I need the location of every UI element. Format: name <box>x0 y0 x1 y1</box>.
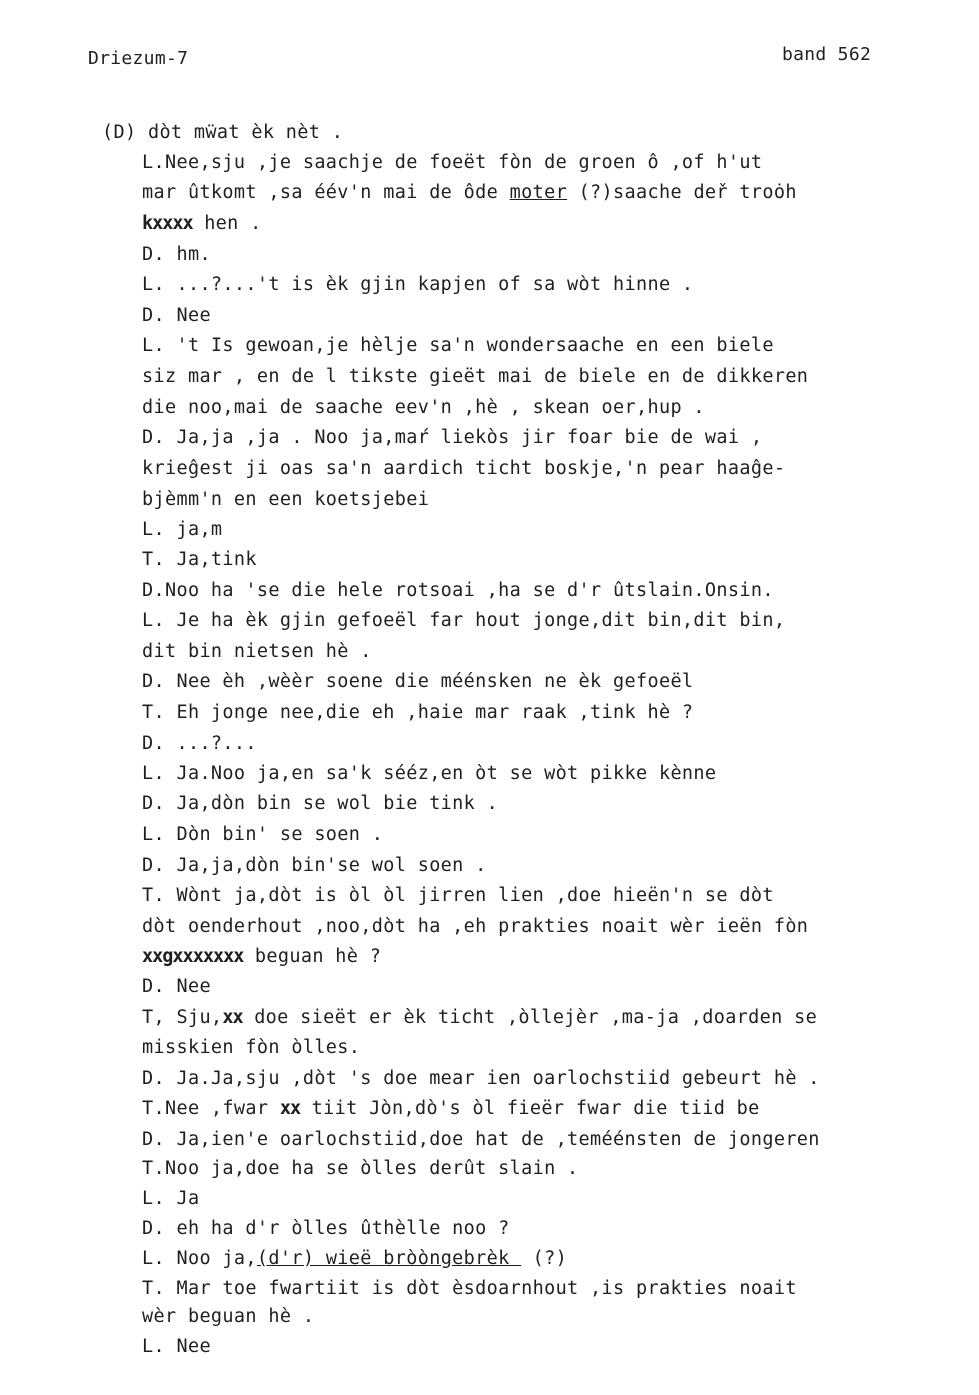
transcript-line: D. Ja,ja,dòn bin'se wol soen . <box>142 855 487 876</box>
line-text: (?)saache deř troȯh <box>567 182 797 203</box>
struck-out-text: kxxxx <box>142 213 193 234</box>
line-text: mar ûtkomt ,sa éév'n mai de ôde <box>142 182 510 203</box>
transcript-line: D. Ja,ien'e oarlochstiid,doe hat de ,teméénsten de jongeren <box>142 1129 820 1150</box>
transcript-line: D.Noo ha 'se die hele rotsoai ,ha se d'r ûtslain.Onsin. <box>142 580 774 601</box>
transcript-line: dit bin nietsen hè . <box>142 641 372 662</box>
transcript-line: krieĝest ji oas sa'n aardich ticht boskje,'n pear haaĝe- <box>142 458 786 479</box>
line-text: hen . <box>192 213 262 234</box>
transcript-line: misskien fòn òlles. <box>142 1037 361 1058</box>
line-text: (?) <box>521 1248 568 1269</box>
transcript-line: D. eh ha d'r òlles ûthèlle noo ? <box>142 1218 510 1239</box>
document-id: Driezum-7 <box>88 48 189 69</box>
transcript-line: L. ja,m <box>142 519 223 540</box>
transcript-line: D. Ja,dòn bin se wol bie tink . <box>142 793 499 814</box>
transcript-line <box>142 946 381 968</box>
struck-out-text: xxgxxxxxxx <box>142 946 244 967</box>
transcript-line: D. ...?... <box>142 733 257 754</box>
transcript-line: L. Ja.Noo ja,en sa'k sééz,en òt se wòt pikke kènne <box>142 763 717 784</box>
line-text: T, Sju, <box>142 1007 223 1028</box>
transcript-line: L. Ja <box>142 1188 200 1209</box>
transcript-line: dòt oenderhout ,noo,dòt ha ,eh prakties noait wèr ieën fòn <box>142 916 809 937</box>
line-text: T.Nee ,fwar <box>142 1098 280 1119</box>
transcript-line: wèr beguan hè . <box>142 1306 315 1327</box>
transcript-line: T. Mar toe fwartiit is dòt èsdoarnhout ,is prakties noait <box>142 1278 797 1299</box>
transcript-line: T. Eh jonge nee,die eh ,haie mar raak ,tink hè ? <box>142 702 694 723</box>
struck-out-text: xx <box>279 1098 301 1119</box>
transcript-line: L. Je ha èk gjin gefoeël far hout jonge,dit bin,dit bin, <box>142 610 786 631</box>
transcript-line: L. Nee <box>142 1336 211 1357</box>
transcript-line: L.Nee,sju ,je saachje de foeët fòn de groen ô ,of h'ut <box>142 152 763 173</box>
transcript-line <box>142 1007 817 1029</box>
struck-out-text: xx <box>222 1007 243 1028</box>
transcript-line <box>142 182 797 204</box>
line-text: tiit Jòn,dò's òl fieër fwar die tiid be <box>300 1098 760 1119</box>
transcript-line: (D) dòt mẅat èk nèt . <box>102 122 344 143</box>
transcript-line: L. 't Is gewoan,je hèlje sa'n wondersaache en een biele <box>142 335 774 356</box>
line-text: doe sieët er èk ticht ,òllejèr ,ma-ja ,doarden se <box>242 1007 818 1028</box>
tape-number: band 562 <box>782 44 872 65</box>
transcript-line: D. hm. <box>142 244 211 265</box>
transcript-line: T.Noo ja,doe ha se òlles derût slain . <box>142 1158 579 1179</box>
transcript-line <box>142 213 262 235</box>
transcript-line: die noo,mai de saache eev'n ,hè , skean oer,hup . <box>142 397 705 418</box>
underlined-text: (d'r) wieë bròòngebrèk <box>256 1248 522 1269</box>
line-text: L. Noo ja, <box>142 1248 257 1269</box>
transcript-line: L. ...?...'t is èk gjin kapjen of sa wòt hinne . <box>142 274 694 295</box>
transcript-line: L. Dòn bin' se soen . <box>142 824 384 845</box>
transcript-line: T. Ja,tink <box>142 549 257 570</box>
transcript-line: D. Nee <box>142 305 211 326</box>
transcript-line: D. Ja,ja ,ja . Noo ja,maŕ liekòs jir foar bie de wai , <box>142 427 763 448</box>
transcript-line <box>142 1098 760 1120</box>
transcript-line <box>142 1248 567 1270</box>
line-text: beguan hè ? <box>243 946 382 967</box>
transcript-line: T. Wònt ja,dòt is òl òl jirren lien ,doe hieën'n se dòt <box>142 885 774 906</box>
transcript-line: bjèmm'n en een koetsjebei <box>142 489 430 510</box>
underlined-text: moter <box>509 182 568 203</box>
transcript-line: siz mar , en de l tikste gieët mai de biele en de dikkeren <box>142 366 809 387</box>
transcript-line: D. Nee <box>142 976 211 997</box>
transcript-line: D. Nee èh ,wèèr soene die méénsken ne èk gefoeël <box>142 671 694 692</box>
transcript-line: D. Ja.Ja,sju ,dòt 's doe mear ien oarlochstiid gebeurt hè . <box>142 1068 820 1089</box>
